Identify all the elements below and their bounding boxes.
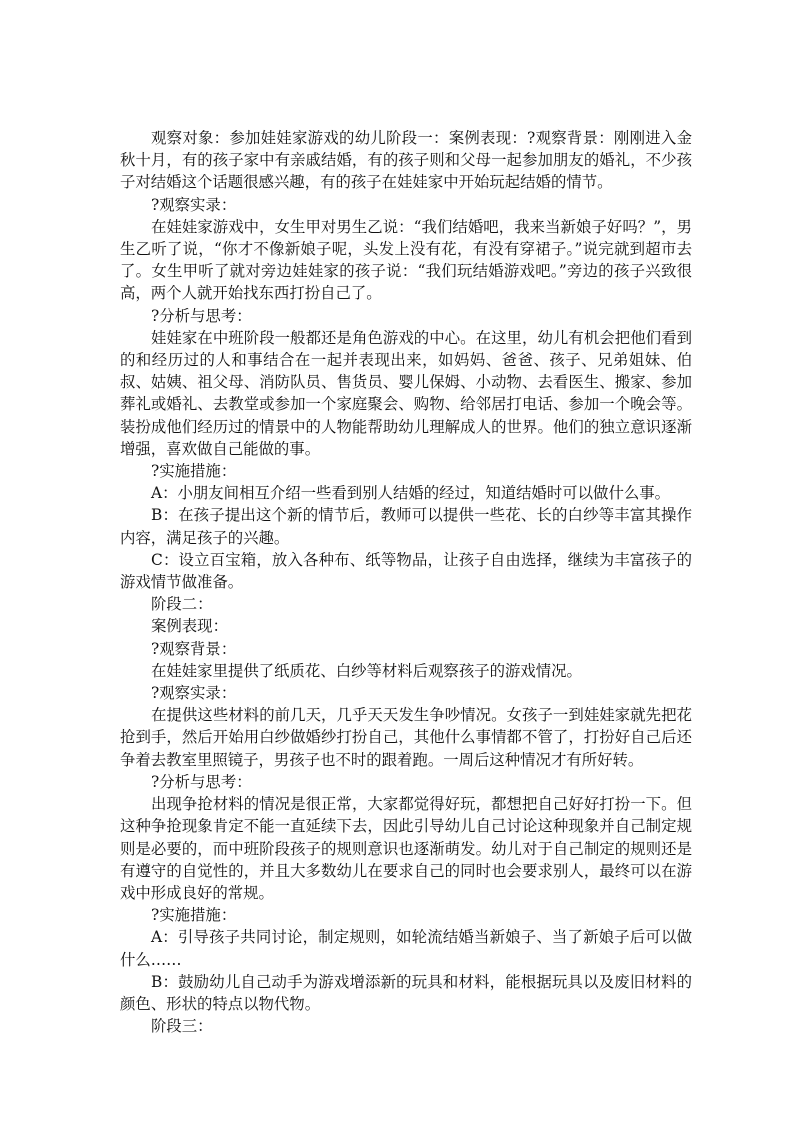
section-heading: ?实施措施：	[151, 462, 237, 481]
list-item: C：设立百宝箱，放入各种布、纸等物品，让孩子自由选择，继续为丰富孩子的游戏情节做准备。	[120, 550, 692, 592]
paragraph: 出现争抢材料的情况是很正常，大家都觉得好玩，都想把自己好好打扮一下。但这种争抢现象肯定不能一直延续下去，因此引导幼儿自己讨论这种现象并自己制定规则是必要的，而中班阶段孩子的规则意识也逐渐萌发。幼儿对于自己制定的规则还是有遵守的自觉性的，并且大多数幼儿在要求自己的同时也会要求别人，最终可以在游戏中形成良好的常规。	[120, 795, 692, 902]
paragraph: 在娃娃家里提供了纸质花、白纱等材料后观察孩子的游戏情况。	[151, 661, 582, 680]
section-heading: ?实施措施：	[151, 906, 237, 925]
section-heading: ?分析与思考：	[151, 306, 252, 325]
stage-heading: 阶段二：	[151, 595, 213, 614]
section-heading: ?观察实录：	[151, 195, 237, 214]
document-body	[120, 127, 692, 1037]
stage-heading: 阶段三：	[151, 1017, 213, 1036]
section-heading: ?分析与思考：	[151, 772, 252, 791]
list-item: B：在孩子提出这个新的情节后，教师可以提供一些花、长的白纱等丰富其操作内容，满足孩子的兴趣。	[120, 506, 692, 547]
paragraph: 在娃娃家游戏中，女生甲对男生乙说：“我们结婚吧，我来当新娘子好吗？”，男生乙听了说，“你才不像新娘子呢，头发上没有花，有没有穿裙子。”说完就到超市去了。女生甲听了就对旁边娃娃家的孩子说：“我们玩结婚游戏吧。”旁边的孩子兴致很高，两个人就开始找东西打扮自己了。	[120, 217, 692, 303]
list-item: A：引导孩子共同讨论，制定规则，如轮流结婚当新娘子、当了新娘子后可以做什么……	[120, 928, 692, 969]
list-item: B：鼓励幼儿自己动手为游戏增添新的玩具和材料，能根据玩具以及废旧材料的颜色、形状的特点以物代物。	[120, 972, 692, 1013]
section-heading: ?观察实录：	[151, 684, 237, 703]
section-heading: ?观察背景：	[151, 639, 237, 658]
section-heading: 案例表现：	[151, 617, 228, 636]
paragraph: 在提供这些材料的前几天，几乎天天发生争吵情况。女孩子一到娃娃家就先把花抢到手，然后开始用白纱做婚纱打扮自己，其他什么事情都不管了，打扮好自己后还争着去教室里照镜子，男孩子也不时的跟着跑。一周后这种情况才有所好转。	[120, 706, 692, 769]
paragraph: 娃娃家在中班阶段一般都还是角色游戏的中心。在这里，幼儿有机会把他们看到的和经历过的人和事结合在一起并表现出来，如妈妈、爸爸、孩子、兄弟姐妹、伯叔、姑姨、祖父母、消防队员、售货员、婴儿保姆、小动物、去看医生、搬家、参加葬礼或婚礼、去教堂或参加一个家庭聚会、购物、给邻居打电话、参加一个晚会等。装扮成他们经历过的情景中的人物能帮助幼儿理解成人的世界。他们的独立意识逐渐增强，喜欢做自己能做的事。	[120, 328, 692, 458]
list-item: A：小朋友间相互介绍一些看到别人结婚的经过，知道结婚时可以做什么事。	[151, 484, 671, 503]
paragraph: 观察对象：参加娃娃家游戏的幼儿阶段一：案例表现：?观察背景：刚刚进入金秋十月，有的孩子家中有亲戚结婚，有的孩子则和父母一起参加朋友的婚礼，不少孩子对结婚这个话题很感兴趣，有的孩子在娃娃家中开始玩起结婚的情节。	[120, 129, 692, 192]
